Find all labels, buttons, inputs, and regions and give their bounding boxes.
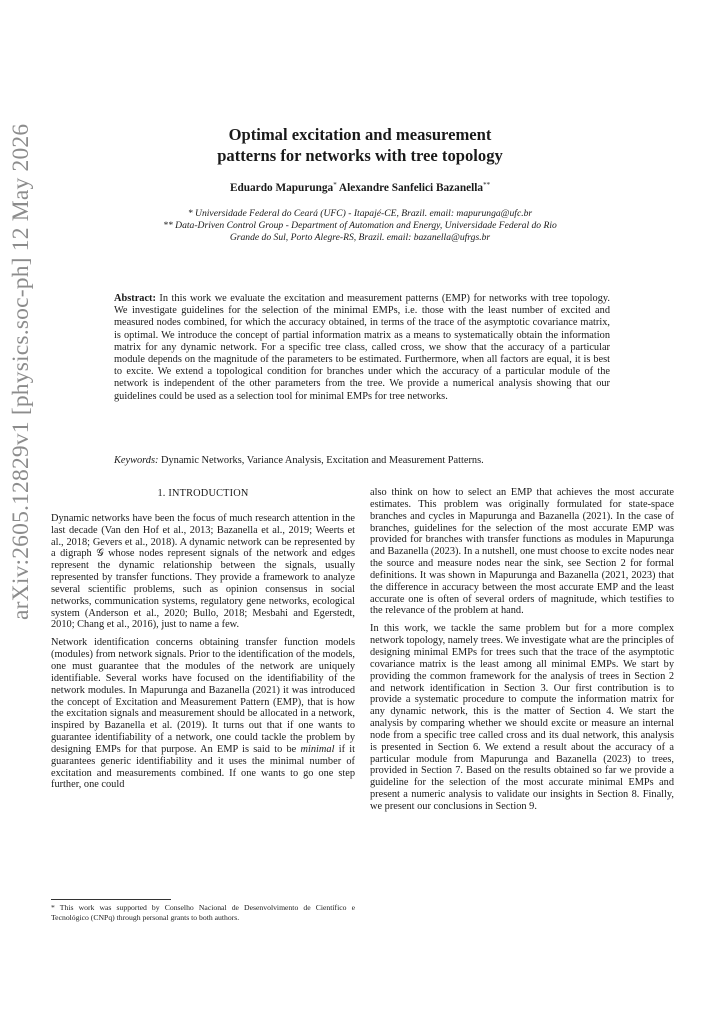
paper-title (110, 124, 610, 166)
left-column (51, 488, 355, 797)
intro-paragraph-1: Dynamic networks have been the focus of much research attention in the last decade (Van den Hof et al., 2013; Bazanella et al., 2019; Weerts et al., 2018; Gevers et al., 2018). A dynamic network can be represented by a digraph 𝒢 whose nodes represent signals of the network and edges represent the dynamic relationship between the signals, usually represented by transfer functions. They provide a framework to analyze several scientific problems, such as opinion consensus in social networks, communication systems, regulatory gene networks, ecological system (Anderson et al., 2020; Bullo, 2018; Mesbahi and Egerstedt, 2010; Chang et al., 2016), just to name a few. (51, 512, 355, 631)
keywords-text: Dynamic Networks, Variance Analysis, Excitation and Measurement Patterns. (161, 455, 484, 466)
author-1-mark: * (333, 181, 337, 189)
intro-paragraph-2-cont: if it guarantees generic identifiability and it uses the minimal number of excitation and measurements combined. If one wants to go one step further, one could (51, 743, 356, 791)
intro-paragraph-2-continued: also think on how to select an EMP that achieves the most accurate estimates. This problem was originally formulated for state-space branches and cycles in Mapurunga and Bazanella (2021). In the case of branches, guidelines for the selection of the most accurate EMP was provided for branches with transfer functions as modules in Mapurunga and Bazanella (2023). In a nutshell, one must choose to excite nodes near the source and measure nodes near the sink, see Section 2 for formal definitions. It was shown in Mapurunga and Bazanella (2021, 2023) that the difference in accuracy between the most accurate EMP and the least accurate one is often of several orders of magnitude, which testifies to the relevance of the problem at hand. (370, 487, 674, 617)
intro-paragraph-2-start: Network identification concerns obtaining transfer function models (modules) from network signals. Prior to the identification of the models, one must guarantee that the modules of the network are uniquely identifiable. Several works have focused on the identifiability of the network modules. In Mapurunga and Bazanella (2021) it was introduced the concept of Excitation and Measurement Pattern (EMP), that is how the excitation signals and measurement should be allocated in a network, inspired by Bazanella et al. (2019). It turns out that if one wants to guarantee identifiability of a network, one could tackle the problem by designing EMPs for that purpose. An EMP is said to be (51, 637, 355, 755)
intro-paragraph-3: In this work, we tackle the same problem but for a more complex network topology, namely trees. We investigate what are the principles of designing minimal EMPs for trees such that the trace of the asymptotic covariance matrix is the least among all minimal EMPs. We start by providing the common framework for the analysis of trees in Section 2 and network identification in Section 3. Our first contribution is to provide a systematic procedure to compute the information matrix for any dynamic network, this is the matter of Section 4. We start the analysis by comparing whether we should excite or measure an internal node from a specific tree called cross and its dual network, this analysis is presented in Section 6. We extend a result about the accuracy of a particular module from Mapurunga and Bazanella (2023) to trees, provided in Section 7. Based on the results obtained so far we provide a guideline for the selection of the most accurate minimal EMPs and present a numeric analysis to validate our insights in Section 8. Finally, we present our conclusions in Section 9. (370, 623, 674, 812)
keywords (114, 455, 610, 467)
affiliation-2: ** Data-Driven Control Group - Department of Automation and Energy, Universidade Federal do Rio Grande do Sul, Porto Alegre-RS, Brazil. email: bazanella@ufrgs.br (163, 220, 557, 243)
right-column (370, 487, 674, 819)
affiliation-1: * Universidade Federal do Ceará (UFC) - Itapajé-CE, Brazil. email: mapurunga@ufc.br (187, 208, 533, 219)
keywords-label: Keywords: (114, 455, 159, 466)
arxiv-identifier-text: arXiv:2605.12829v1 [physics.soc-ph] 12 May 2026 (8, 123, 34, 620)
affiliations (150, 208, 570, 244)
author-list (110, 181, 610, 194)
author-2-mark: ** (483, 181, 491, 189)
title-line-1: Optimal excitation and measurement (228, 125, 492, 144)
footnote: * This work was supported by Conselho Nacional de Desenvolvimento de Científico e Tecnológico (CNPq) through personal grants to both authors. (51, 903, 355, 922)
intro-paragraph-2-emphasis: minimal (300, 743, 335, 755)
author-2: Alexandre Sanfelici Bazanella (338, 182, 484, 194)
intro-paragraph-2 (51, 637, 355, 791)
footnote-rule (51, 899, 171, 900)
abstract (114, 293, 610, 403)
abstract-text: In this work we evaluate the excitation and measurement patterns (EMP) for networks with tree topology. We investigate guidelines for the selection of the minimal EMPs, i.e. those with the least number of excited and measured nodes combined, for which the accuracy obtained, in terms of the trace of the asymptotic covariance matrix, is optimal. We introduce the concept of partial information matrix as a means to systematically obtain the information matrix for any dynamic network. For a specific tree class, called cross, we show that the accuracy of a particular module depends on the magnitude of the parameters to be estimated. Furthermore, when all factors are equal, it is best to excite. We extend a topological condition for branches under which the accuracy of a particular module of the network is independent of the other parameters from the tree. We provide a numerical analysis showing that our guidelines could be used as a selection tool for minimal EMPs for tree networks. (114, 293, 610, 402)
section-heading-introduction: 1. INTRODUCTION (157, 488, 249, 499)
abstract-label: Abstract: (114, 293, 156, 304)
title-line-2: patterns for networks with tree topology (217, 146, 503, 165)
author-1: Eduardo Mapurunga (229, 182, 334, 194)
